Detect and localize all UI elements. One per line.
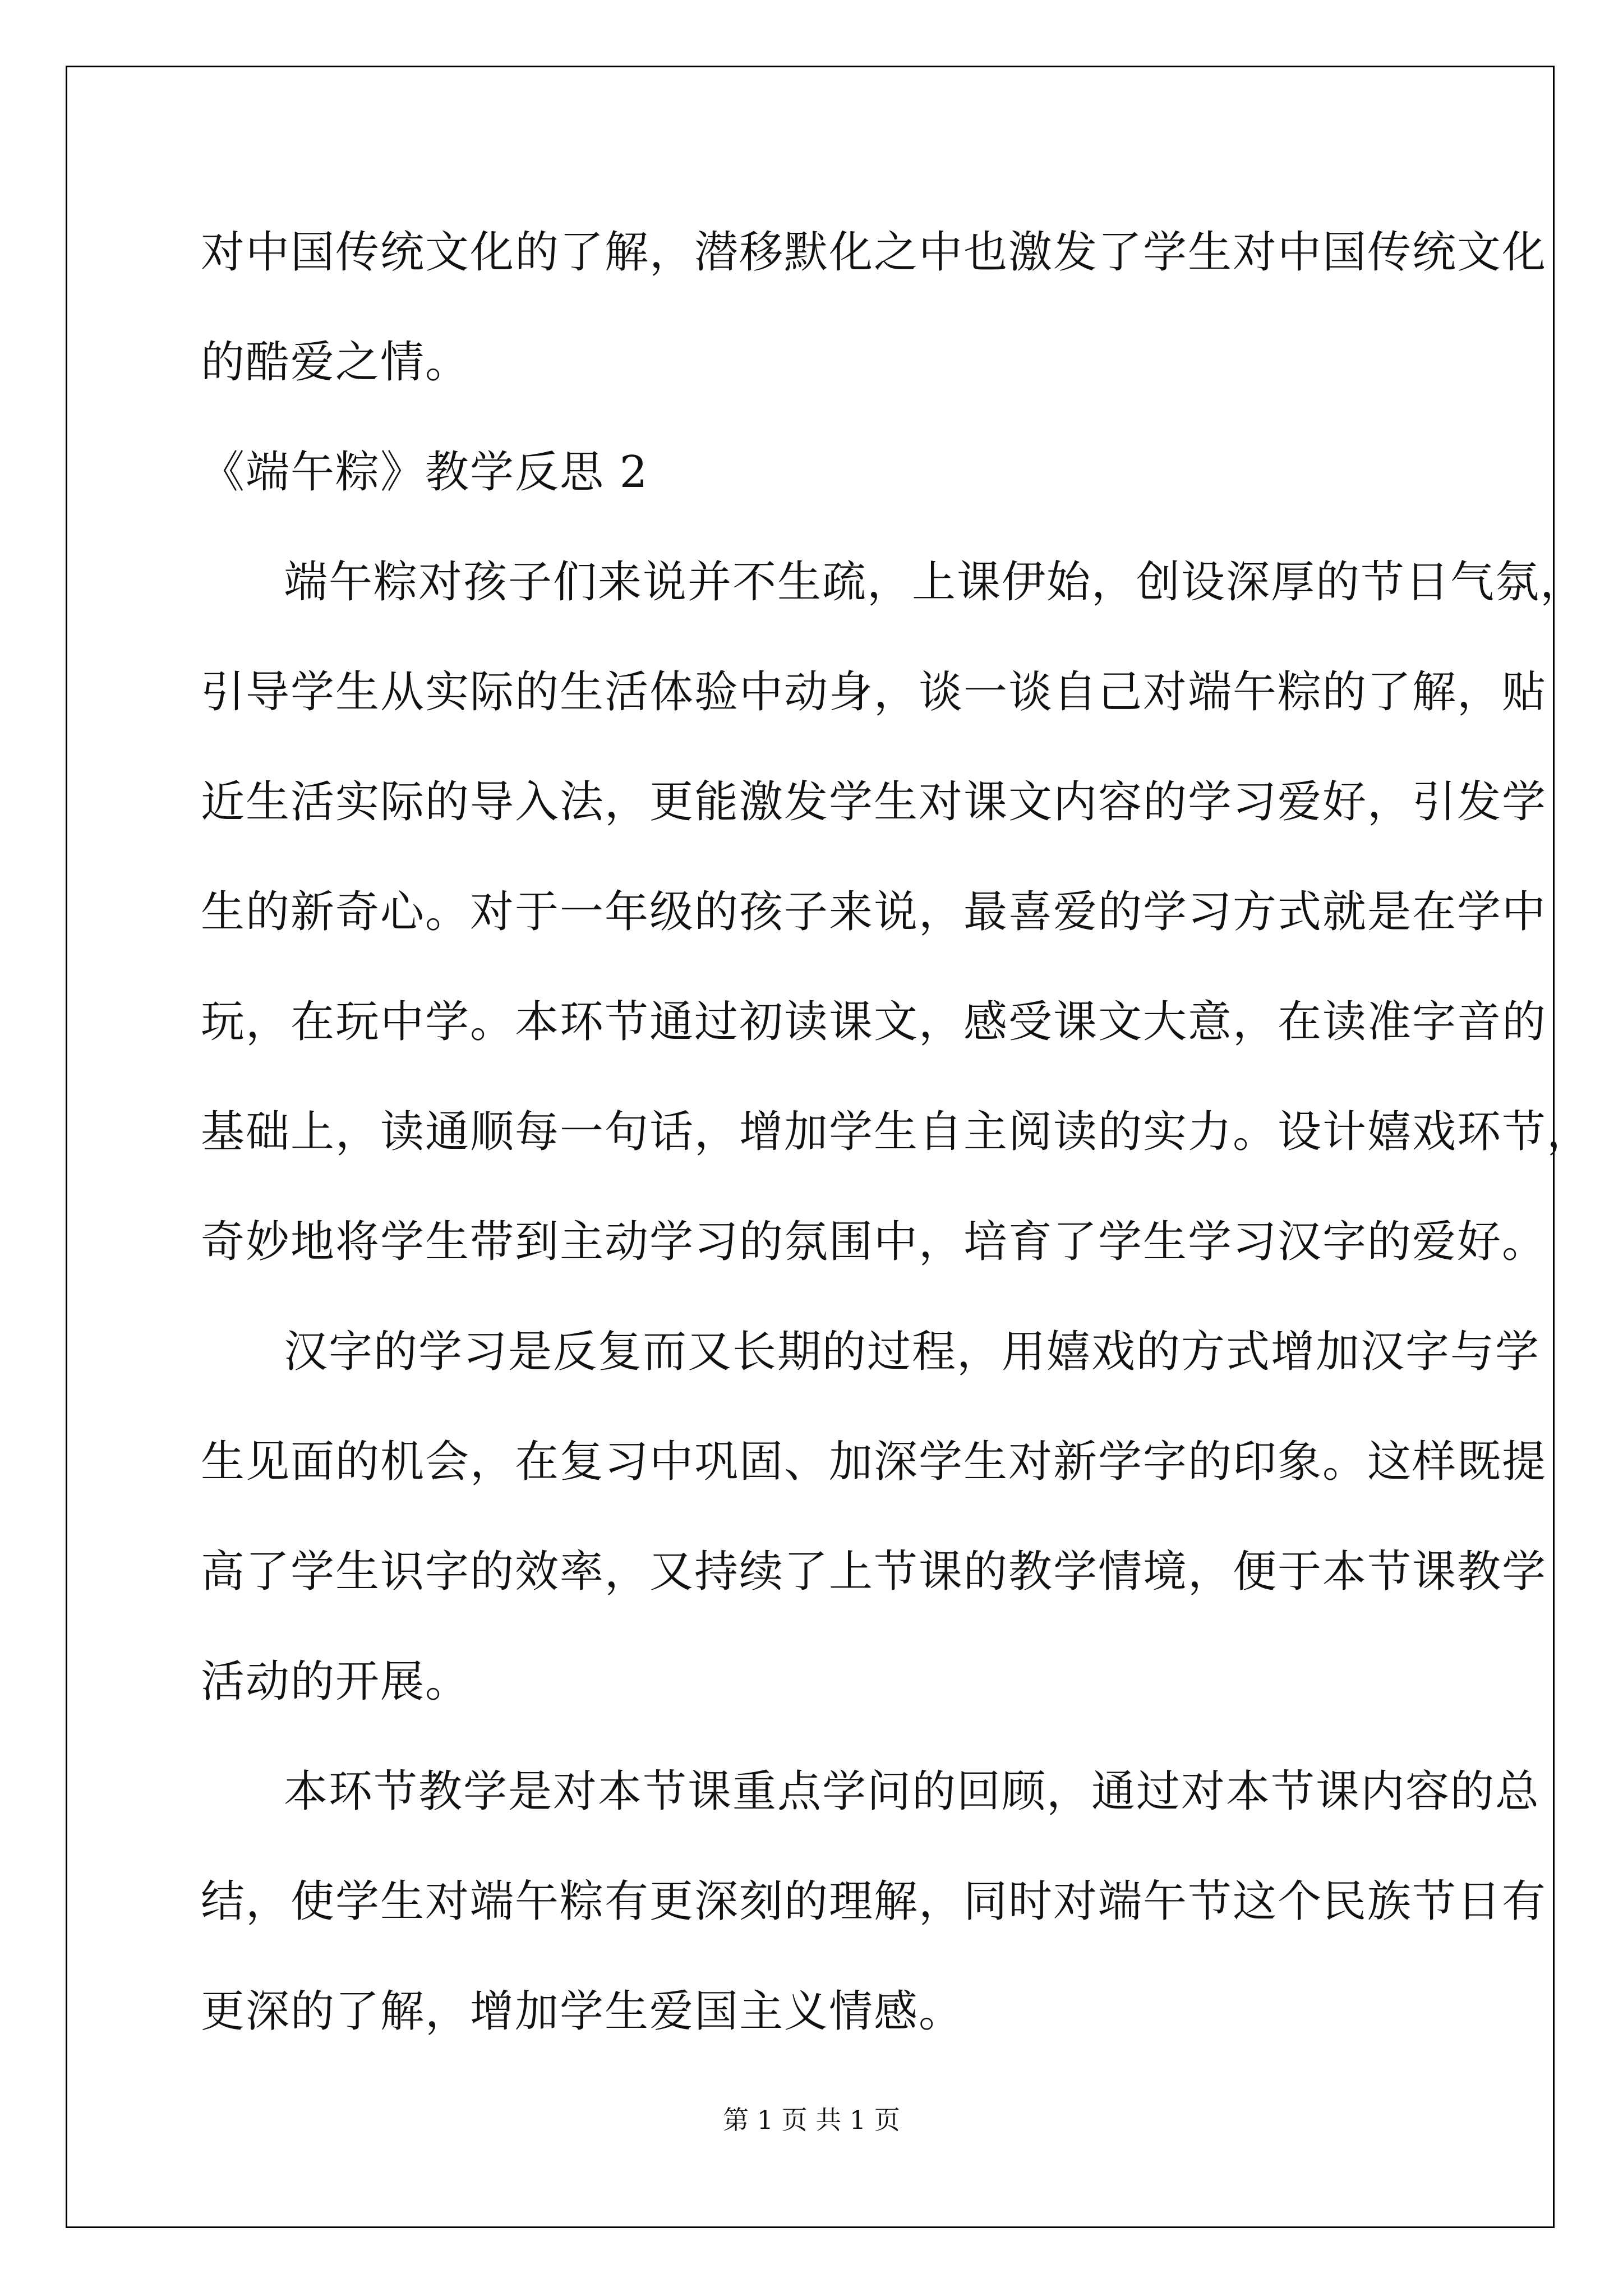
section-heading: 《端午粽》教学反思 2 [201,447,649,498]
text-line: 的酷爱之情。 [201,337,471,388]
document-body [201,210,1592,2079]
page-number-footer: 第 1 页 共 1 页 [723,2105,900,2135]
text-line: 更深的了解，增加学生爱国主义情感。 [201,1986,964,2037]
text-line: 端午粽对孩子们来说并不生疏，上课伊始，创设深厚的节日气氛， [284,557,1585,608]
text-line: 基础上，读通顺每一句话，增加学生自主阅读的实力。设计嬉戏环节， [201,1107,1592,1157]
text-line: 玩，在玩中学。本环节通过初读课文，感受课文大意，在读准字音的 [201,997,1547,1047]
text-line: 生见面的机会，在复习中巩固、加深学生对新学字的印象。这样既提 [201,1437,1547,1487]
text-line: 结，使学生对端午粽有更深刻的理解，同时对端午节这个民族节日有 [201,1876,1547,1927]
text-line: 奇妙地将学生带到主动学习的氛围中，培育了学生学习汉字的爱好。 [201,1217,1547,1267]
text-line: 生的新奇心。对于一年级的孩子来说，最喜爱的学习方式就是在学中 [201,887,1547,937]
text-line: 活动的开展。 [201,1657,471,1707]
text-line: 汉字的学习是反复而又长期的过程，用嬉戏的方式增加汉字与学 [284,1327,1541,1377]
text-line: 引导学生从实际的生活体验中动身，谈一谈自己对端午粽的了解，贴 [201,667,1547,717]
text-line: 高了学生识字的效率，又持续了上节课的教学情境，便于本节课教学 [201,1547,1547,1597]
text-line: 近生活实际的导入法，更能激发学生对课文内容的学习爱好，引发学 [201,777,1547,827]
text-line: 本环节教学是对本节课重点学问的回顾，通过对本节课内容的总 [284,1766,1541,1817]
text-line: 对中国传统文化的了解，潜移默化之中也激发了学生对中国传统文化 [201,227,1547,278]
